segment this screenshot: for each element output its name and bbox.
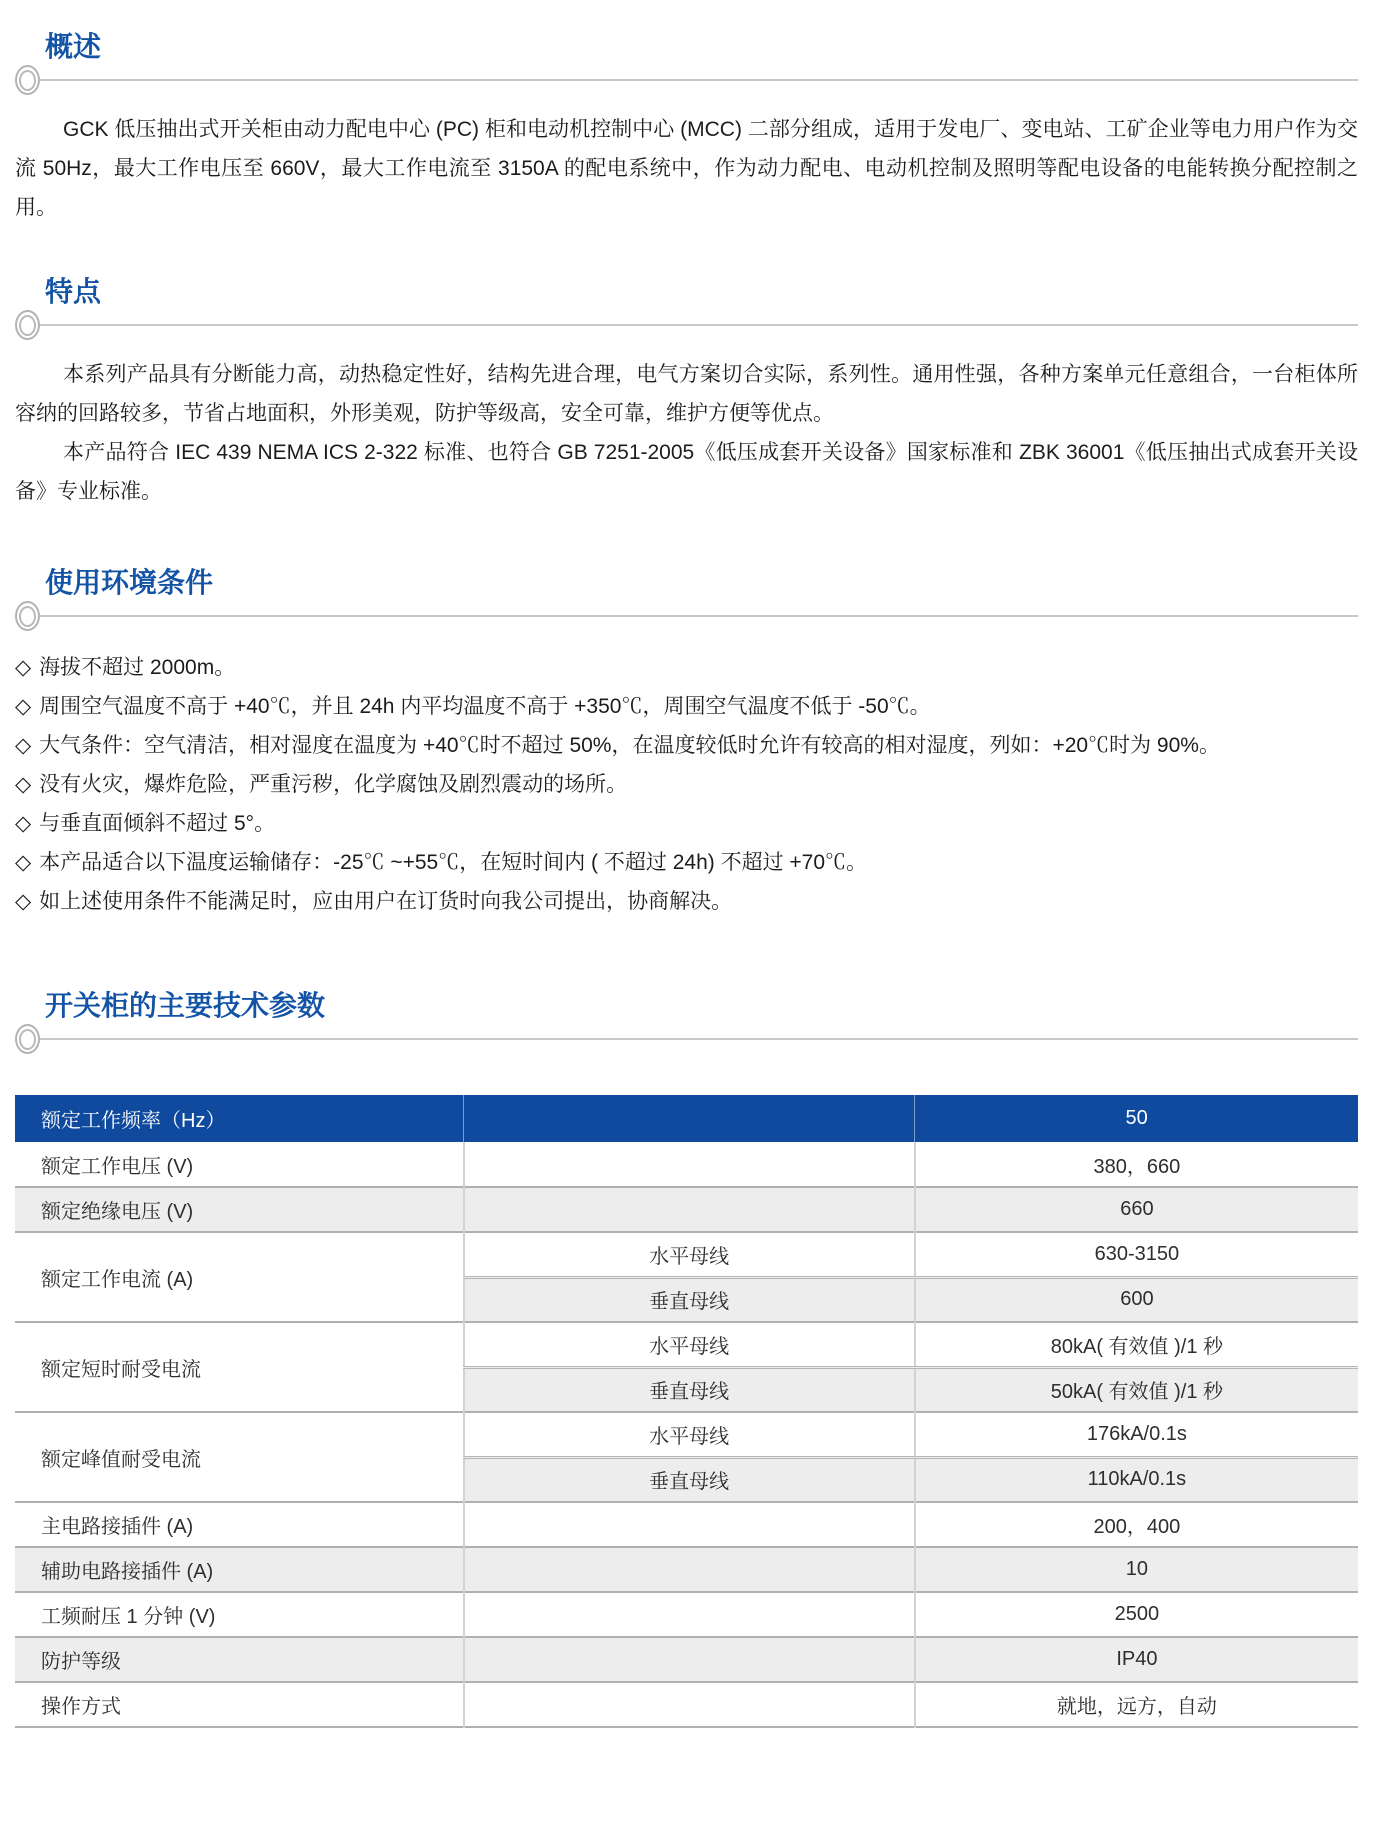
row-middle-cell: 水平母线 — [464, 1322, 915, 1367]
table-row — [15, 1592, 1358, 1637]
row-value-cell: 就地，远方，自动 — [915, 1682, 1358, 1727]
row-value-cell: 600 — [915, 1277, 1358, 1322]
list-item — [15, 882, 1358, 921]
row-value-cell: 176kA/0.1s — [915, 1412, 1358, 1457]
ring-icon — [15, 1024, 40, 1054]
row-middle-cell: 垂直母线 — [464, 1457, 915, 1502]
row-label-cell: 额定工作电压 (V) — [15, 1142, 464, 1187]
ring-icon — [15, 65, 40, 95]
row-value-cell: 110kA/0.1s — [915, 1457, 1358, 1502]
row-label-cell: 额定工作频率（Hz） — [15, 1095, 464, 1142]
row-middle-cell — [464, 1187, 915, 1232]
spec-table — [15, 1095, 1358, 1728]
row-label-cell: 防护等级 — [15, 1637, 464, 1682]
row-label-cell: 额定工作电流 (A) — [15, 1232, 464, 1322]
row-value-cell: 2500 — [915, 1592, 1358, 1637]
list-item — [15, 726, 1358, 765]
table-row — [15, 1187, 1358, 1232]
row-value-cell: 630-3150 — [915, 1232, 1358, 1277]
section-rule-row — [15, 1023, 1358, 1055]
row-middle-cell — [464, 1592, 915, 1637]
list-item-text: 大气条件：空气清洁，相对湿度在温度为 +40℃时不超过 50%，在温度较低时允许有较高的相对湿度，列如：+20℃时为 90%。 — [39, 734, 1220, 757]
list-item-text: 海拔不超过 2000m。 — [39, 656, 236, 679]
section-rule — [40, 79, 1358, 81]
row-middle-cell — [464, 1142, 915, 1187]
row-label-cell: 额定绝缘电压 (V) — [15, 1187, 464, 1232]
section-rule-row — [15, 64, 1358, 96]
section-features — [15, 275, 1358, 511]
ring-icon — [15, 310, 40, 340]
diamond-icon: ◇ — [15, 890, 32, 913]
row-value-cell: 380，660 — [1093, 1155, 1181, 1178]
diamond-icon: ◇ — [15, 695, 32, 718]
section-parameters — [15, 989, 1358, 1728]
section-rule — [40, 1038, 1358, 1040]
list-item — [15, 843, 1358, 882]
row-middle-cell: 垂直母线 — [464, 1277, 915, 1322]
section-rule-row — [15, 309, 1358, 341]
section-title: 开关柜的主要技术参数 — [45, 990, 326, 1021]
section-title: 概述 — [45, 31, 102, 62]
diamond-icon: ◇ — [15, 773, 32, 796]
list-item-text: 与垂直面倾斜不超过 5°。 — [39, 812, 276, 835]
section-title: 特点 — [45, 276, 102, 307]
table-row — [15, 1637, 1358, 1682]
row-label-cell: 辅助电路接插件 (A) — [15, 1547, 464, 1592]
paragraph: GCK 低压抽出式开关柜由动力配电中心 (PC) 柜和电动机控制中心 (MCC) 二部分组成，适用于发电厂、变电站、工矿企业等电力用户作为交流 50Hz，最大工作电压至 660V，最大工作电流至 3150A 的配电系统中，作为动力配电、电动机控制及照明等配电设备的电能转换分配控制之用。 — [15, 118, 1358, 219]
list-item-text: 本产品适合以下温度运输储存：-25℃ ~+55℃，在短时间内 ( 不超过 24h) 不超过 +70℃。 — [39, 851, 868, 874]
table-row — [15, 1547, 1358, 1592]
diamond-icon: ◇ — [15, 734, 32, 757]
table-row — [15, 1682, 1358, 1727]
row-middle-cell: 水平母线 — [464, 1412, 915, 1457]
table-row — [15, 1232, 1358, 1277]
list-item — [15, 648, 1358, 687]
table-row — [15, 1412, 1358, 1457]
list-item — [15, 765, 1358, 804]
row-middle-cell — [464, 1547, 915, 1592]
row-value-cell: 660 — [915, 1187, 1358, 1232]
list-item-text: 没有火灾，爆炸危险，严重污秽，化学腐蚀及剧烈震动的场所。 — [39, 773, 628, 796]
section-title: 使用环境条件 — [45, 567, 214, 598]
list-item-text: 如上述使用条件不能满足时，应由用户在订货时向我公司提出，协商解决。 — [39, 890, 733, 913]
section-rule — [40, 615, 1358, 617]
row-value-cell: 80kA( 有效值 )/1 秒 — [915, 1322, 1358, 1367]
table-row — [15, 1322, 1358, 1367]
list-item — [15, 687, 1358, 726]
row-label-cell: 额定峰值耐受电流 — [15, 1412, 464, 1502]
row-middle-cell — [464, 1682, 915, 1727]
diamond-icon: ◇ — [15, 812, 32, 835]
table-row — [15, 1142, 1358, 1187]
diamond-icon: ◇ — [15, 656, 32, 679]
ring-icon — [15, 601, 40, 631]
row-label-cell: 操作方式 — [15, 1682, 464, 1727]
row-middle-cell: 垂直母线 — [464, 1367, 915, 1412]
table-row — [15, 1502, 1358, 1547]
row-middle-cell — [464, 1095, 915, 1142]
list-item — [15, 804, 1358, 843]
table-header-row — [15, 1095, 1358, 1142]
section-rule — [40, 324, 1358, 326]
section-rule-row — [15, 600, 1358, 632]
paragraph: 本产品符合 IEC 439 NEMA ICS 2-322 标准、也符合 GB 7251-2005《低压成套开关设备》国家标准和 ZBK 36001《低压抽出式成套开关设备》专业标准。 — [15, 441, 1358, 503]
row-label-cell: 工频耐压 1 分钟 (V) — [15, 1592, 464, 1637]
list-item-text: 周围空气温度不高于 +40℃，并且 24h 内平均温度不高于 +350℃，周围空气温度不低于 -50℃。 — [39, 695, 931, 718]
environment-conditions-list — [15, 648, 1358, 921]
row-middle-cell: 水平母线 — [464, 1232, 915, 1277]
row-middle-cell — [464, 1637, 915, 1682]
row-middle-cell — [464, 1502, 915, 1547]
row-value-cell: 10 — [915, 1547, 1358, 1592]
row-value-cell: IP40 — [915, 1637, 1358, 1682]
section-environment — [15, 566, 1358, 921]
row-value-cell: 200，400 — [915, 1502, 1358, 1547]
row-value-cell: 50kA( 有效值 )/1 秒 — [915, 1367, 1358, 1412]
diamond-icon: ◇ — [15, 851, 32, 874]
row-value-cell: 50 — [915, 1095, 1358, 1142]
section-overview — [15, 0, 1358, 227]
row-label-cell: 额定短时耐受电流 — [15, 1322, 464, 1412]
paragraph: 本系列产品具有分断能力高，动热稳定性好，结构先进合理，电气方案切合实际，系列性。通用性强，各种方案单元任意组合，一台柜体所容纳的回路较多，节省占地面积，外形美观，防护等级高，安全可靠，维护方便等优点。 — [15, 363, 1358, 425]
row-label-cell: 主电路接插件 (A) — [15, 1502, 464, 1547]
